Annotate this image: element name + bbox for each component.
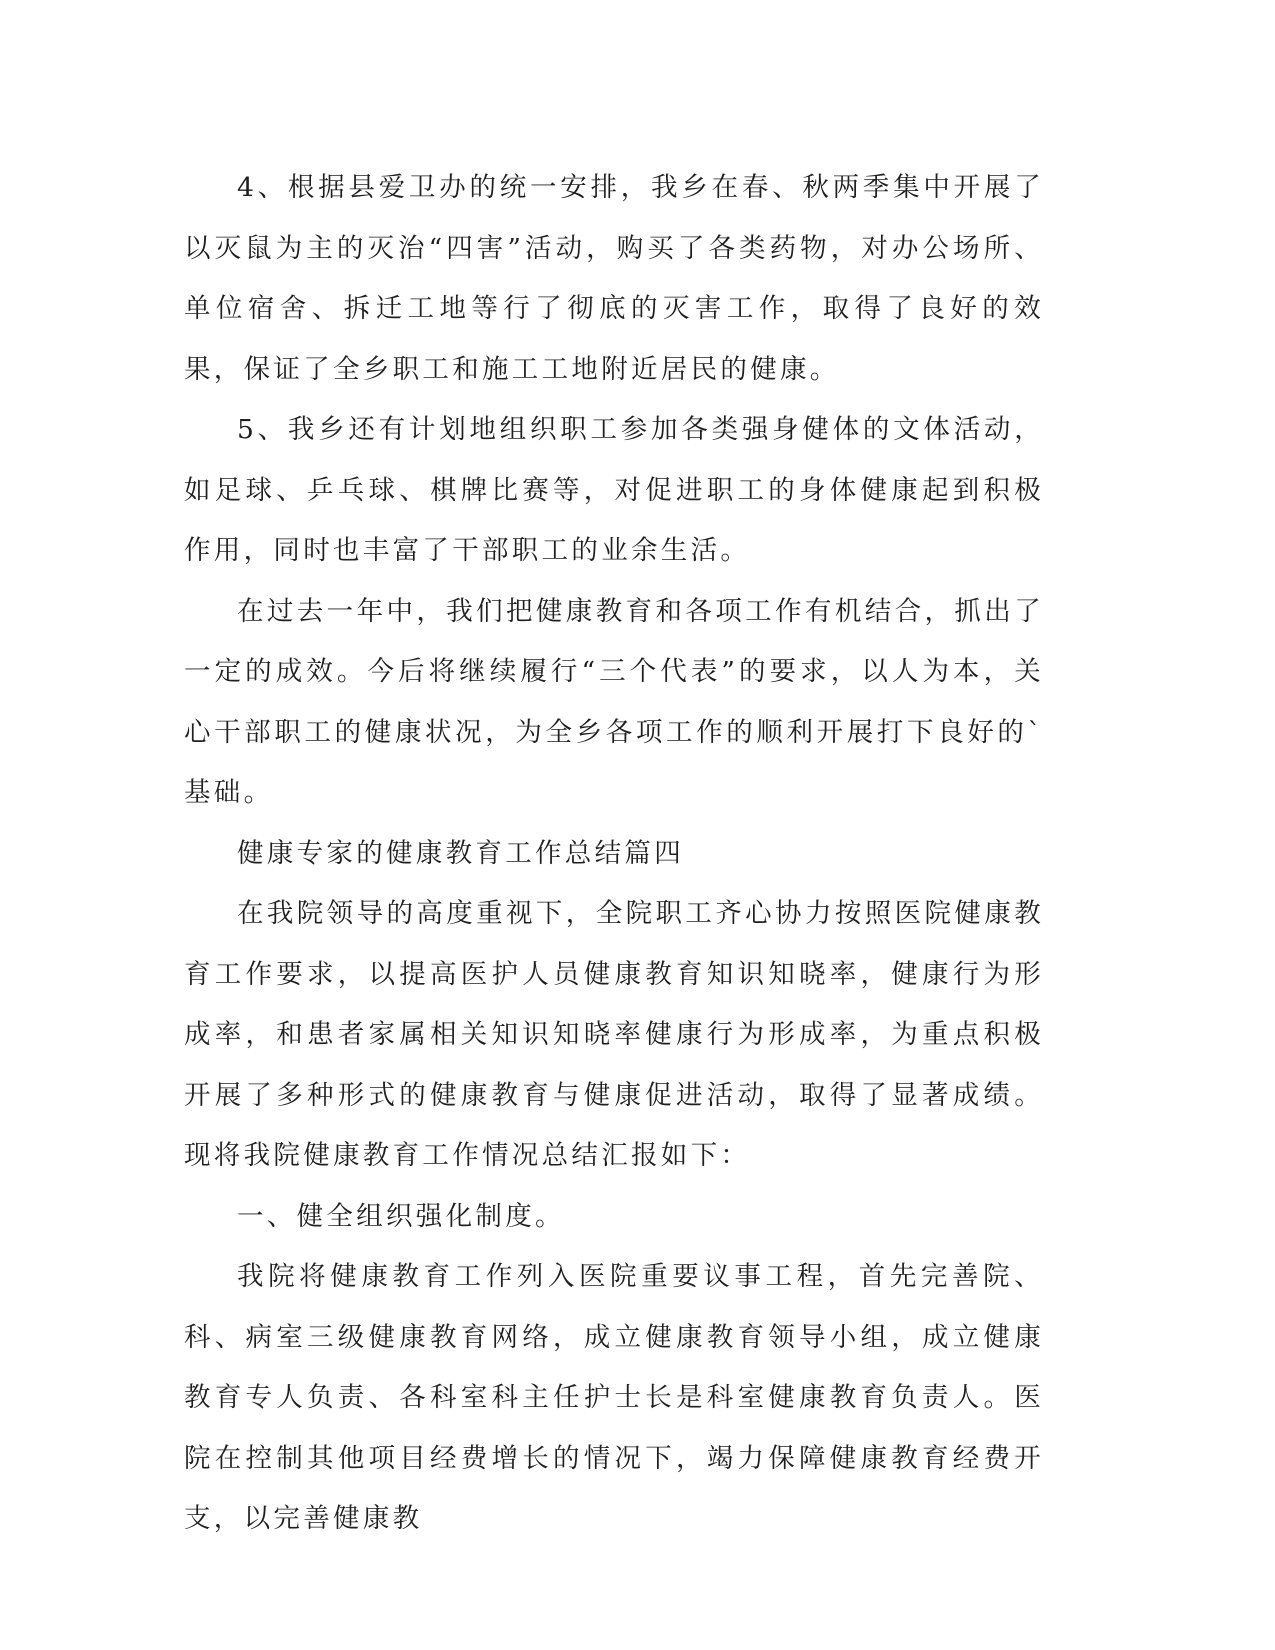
subheading-organization: 一、健全组织强化制度。 [237,1200,565,1232]
paragraph-pest-control: 4、根据县爱卫办的统一安排，我乡在春、秋两季集中开展了以灭鼠为主的灭治“四害”活动，购买了各类药物，对办公场所、单位宿舍、拆迁工地等行了彻底的灭害工作，取得了良好的效果，保证了全乡职工和施工工地附近居民的健康。 [184,172,1044,385]
paragraph-hospital-intro: 在我院领导的高度重视下，全院职工齐心协力按照医院健康教育工作要求，以提高医护人员健康教育知识知晓率，健康行为形成率，和患者家属相关知识知晓率健康行为形成率，为重点积极开展了多种形式的健康教育与健康促进活动，取得了显著成绩。现将我院健康教育工作情况总结汇报如下： [184,898,1044,1171]
section-heading: 健康专家的健康教育工作总结篇四 [237,837,684,869]
document-body [184,158,1044,1550]
paragraph-year-review: 在过去一年中，我们把健康教育和各项工作有机结合，抓出了一定的成效。今后将继续履行“三个代表”的要求，以人为本，关心干部职工的健康状况，为全乡各项工作的顺利开展打下良好的`基础。 [184,595,1044,808]
paragraph-sports-activities: 5、我乡还有计划地组织职工参加各类强身健体的文体活动，如足球、乒乓球、棋牌比赛等，对促进职工的身体健康起到积极作用，同时也丰富了干部职工的业余生活。 [184,414,1044,566]
paragraph-organization-details: 我院将健康教育工作列入医院重要议事工程，首先完善院、科、病室三级健康教育网络，成立健康教育领导小组，成立健康教育专人负责、各科室科主任护士长是科室健康教育负责人。医院在控制其他项目经费增长的情况下，竭力保障健康教育经费开支，以完善健康教 [184,1261,1044,1534]
